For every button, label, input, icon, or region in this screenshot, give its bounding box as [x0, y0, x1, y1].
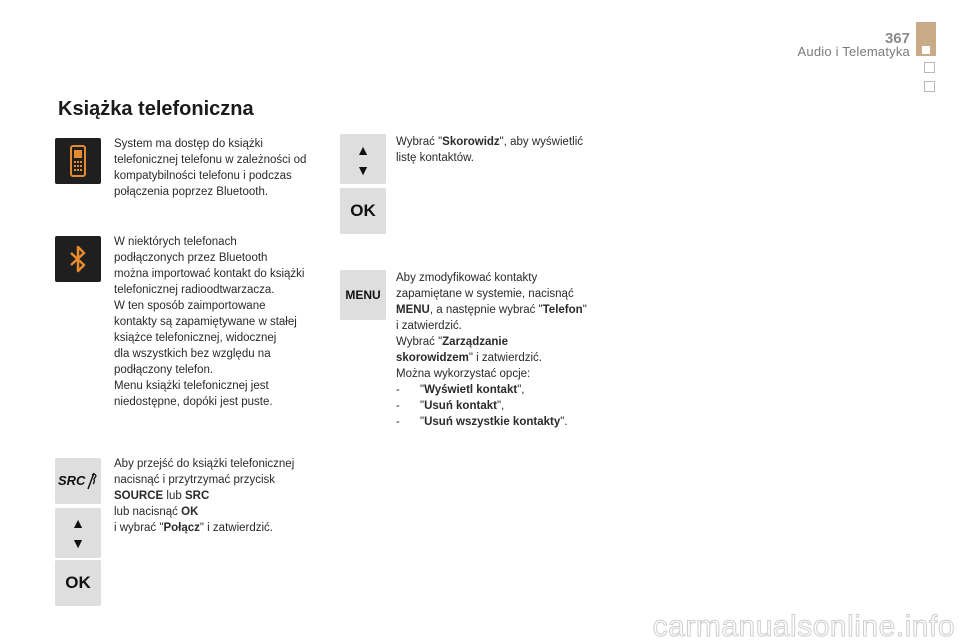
text: " i zatwierdzić.: [199, 522, 274, 534]
option-item: [396, 398, 621, 414]
up-arrow-icon: ▲: [71, 515, 85, 531]
keyword: Zarządzanie: [442, 336, 508, 348]
text-line: [114, 488, 329, 504]
phone-icon: [55, 138, 101, 184]
src-phone-button-icon: [55, 458, 101, 504]
bullet-dash: -: [396, 416, 400, 428]
src-label: SRC: [58, 473, 86, 488]
menu-label: MENU: [345, 288, 381, 302]
text-line: Menu książki telefonicznej jest: [114, 380, 269, 392]
text-line: [396, 350, 621, 366]
text: Wybrać ": [396, 136, 443, 148]
text: Wybrać ": [396, 336, 443, 348]
text-line: podłączony telefon.: [114, 364, 214, 376]
down-arrow-icon: ▼: [71, 535, 85, 551]
chapter-tab[interactable]: [924, 62, 935, 73]
text-line: W niektórych telefonach: [114, 236, 237, 248]
page-title: Książka telefoniczna: [58, 98, 254, 120]
keyword: Wyświetl kontakt: [424, 384, 518, 396]
intro-paragraph: System ma dostęp do książki telefonicznej telefonu w zależności od kompatybilności telefonu i podczas połączenia poprzez Bluetooth.: [114, 138, 307, 198]
text-line: można importować kontakt do książki: [114, 268, 305, 280]
chapter-tab[interactable]: [924, 81, 935, 92]
text: ",: [496, 400, 505, 412]
text: ": [420, 384, 425, 396]
text-line: Można wykorzystać opcje:: [396, 368, 531, 380]
keyword: Skorowidz: [442, 136, 500, 148]
bullet-dash: -: [396, 384, 400, 396]
import-paragraph: [114, 234, 329, 410]
keyword: SOURCE: [114, 490, 164, 502]
bullet-dash: -: [396, 400, 400, 412]
up-down-arrows-icon: [340, 134, 386, 184]
ok-label: OK: [350, 201, 376, 220]
contacts-list-paragraph: [396, 134, 616, 166]
text-line: [396, 334, 621, 350]
text: i wybrać ": [114, 522, 164, 534]
text-line: telefonicznej radioodtwarzacza.: [114, 284, 275, 296]
text-line: [396, 302, 621, 318]
keyword: SRC: [184, 490, 210, 502]
up-down-arrows-icon: [55, 508, 101, 558]
up-arrow-icon: ▲: [356, 142, 370, 158]
modify-contacts-paragraph: [396, 270, 621, 430]
text: lub nacisnąć: [114, 506, 178, 518]
keyword: OK: [181, 506, 199, 518]
option-item: [396, 382, 621, 398]
keyword: Usuń wszystkie kontakty: [424, 416, 561, 428]
text: , a następnie wybrać ": [429, 304, 543, 316]
watermark: [0, 600, 960, 640]
text-line: [114, 504, 329, 520]
keyword: Połącz: [163, 522, 200, 534]
text: ", aby wyświetlić: [499, 136, 583, 148]
text: ": [582, 304, 587, 316]
keyword: MENU: [396, 304, 430, 316]
text-line: niedostępne, dopóki jest puste.: [114, 396, 273, 408]
ok-button-icon: [340, 188, 386, 234]
menu-button-icon: [340, 270, 386, 320]
watermark-text: carmanualsonline.info: [652, 610, 955, 640]
page-number: 367: [884, 30, 910, 47]
keyword: Usuń kontakt: [424, 400, 497, 412]
keyword: Telefon: [542, 304, 583, 316]
down-arrow-icon: ▼: [356, 162, 370, 178]
text-line: [396, 134, 616, 150]
bluetooth-icon: [55, 236, 101, 282]
text: ",: [517, 384, 525, 396]
text-line: Aby przejść do książki telefonicznej: [114, 458, 295, 470]
text-line: podłączonych przez Bluetooth: [114, 252, 268, 264]
text-line: książce telefonicznej, widocznej: [114, 332, 277, 344]
text-line: listę kontaktów.: [396, 152, 474, 164]
text-line: kontakty są zapamiętywane w stałej: [114, 316, 297, 328]
text-line: nacisnąć i przytrzymać przycisk: [114, 474, 276, 486]
ok-label: OK: [65, 573, 91, 592]
text-line: Aby zmodyfikować kontakty: [396, 272, 538, 284]
text-line: W ten sposób zaimportowane: [114, 300, 266, 312]
text-line: dla wszystkich bez względu na: [114, 348, 271, 360]
text-line: i zatwierdzić.: [396, 320, 462, 332]
text-line: zapamiętane w systemie, nacisnąć: [396, 288, 574, 300]
text: ": [420, 400, 425, 412]
text: ".: [560, 416, 568, 428]
text-line: [114, 520, 329, 536]
section-title: Audio i Telematyka: [797, 44, 910, 59]
text: " i zatwierdzić.: [468, 352, 542, 364]
option-item: [396, 414, 621, 430]
keyword: skorowidzem: [396, 352, 469, 364]
open-phonebook-paragraph: [114, 456, 329, 536]
text: lub: [166, 490, 182, 502]
text: ": [420, 416, 425, 428]
chapter-tab-marker: [922, 46, 930, 54]
